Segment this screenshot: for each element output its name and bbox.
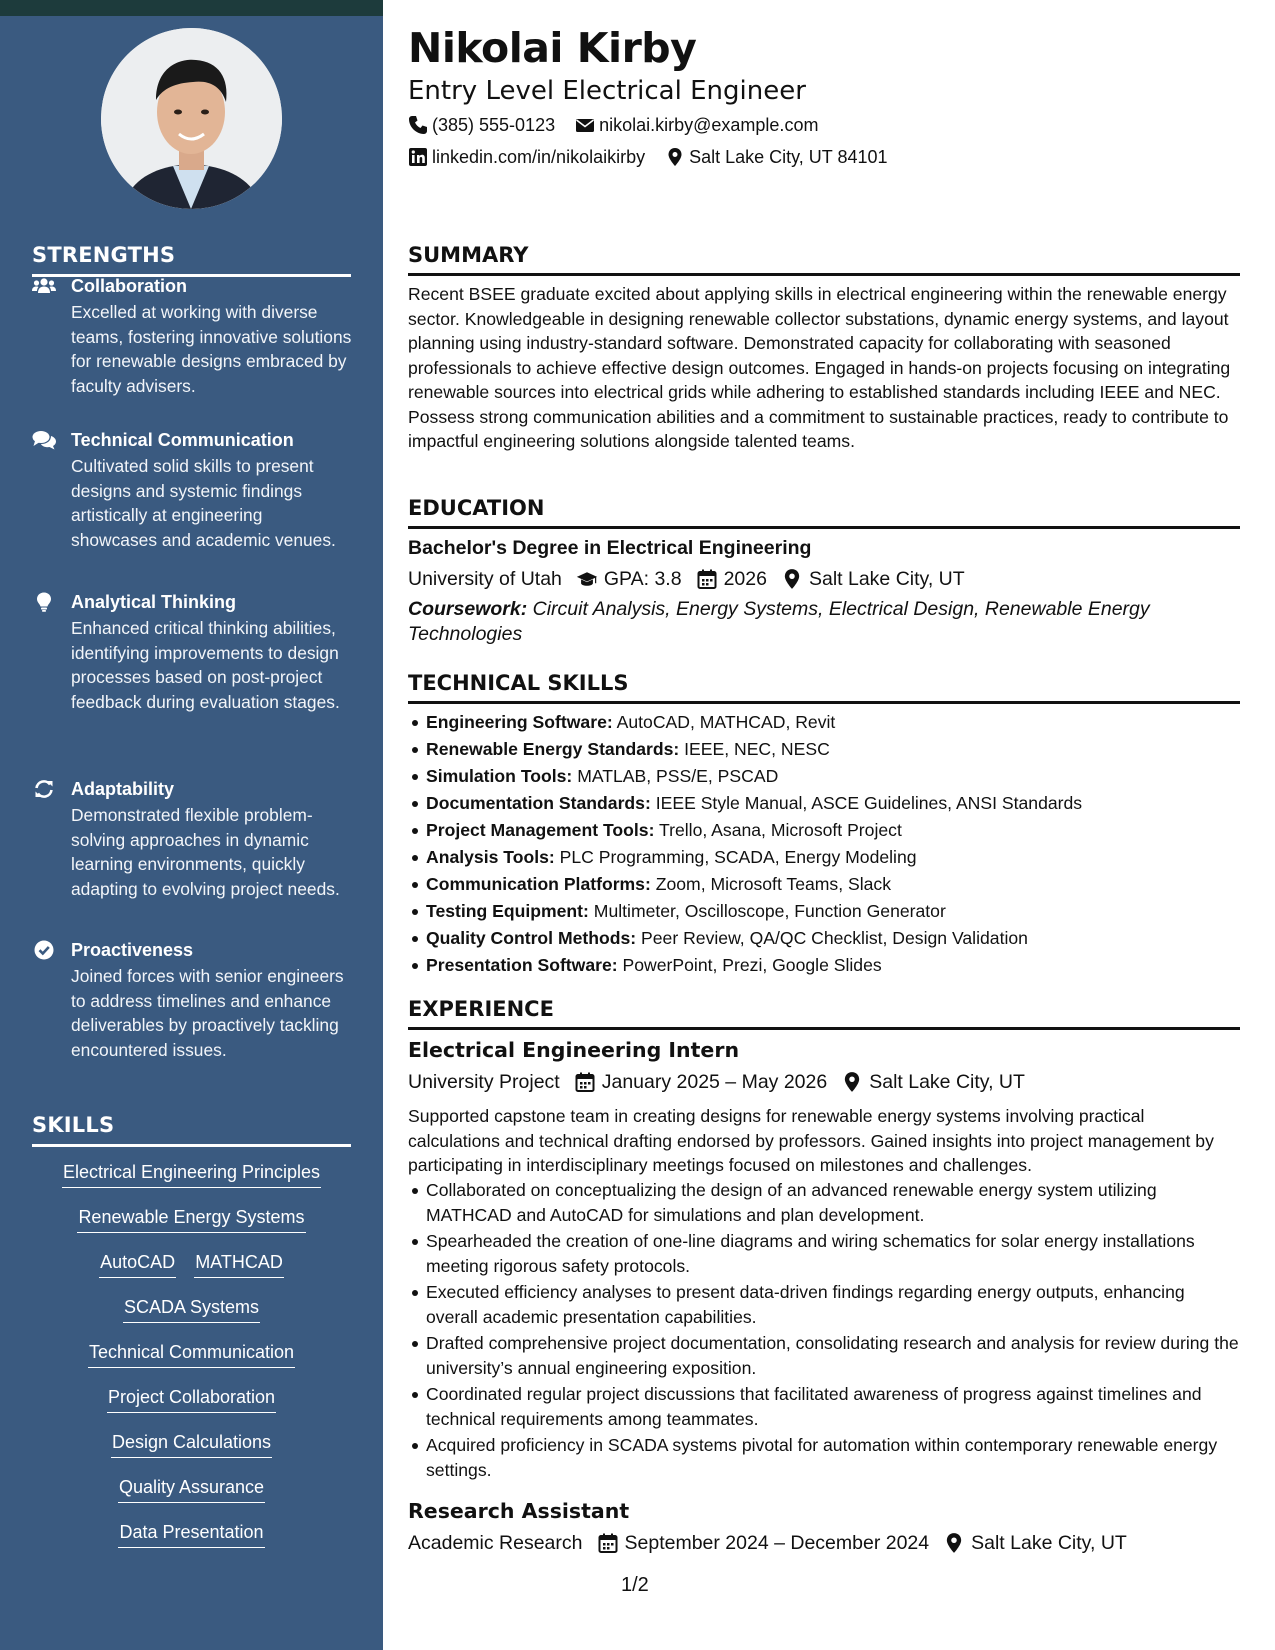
skill-tag: Design Calculations: [0, 1430, 383, 1458]
education-gpa: GPA: 3.8: [603, 568, 682, 590]
list-item: Analysis Tools: PLC Programming, SCADA, Energy Modeling: [408, 844, 1240, 871]
calendar-icon: [696, 568, 718, 590]
page-number: 1/2: [621, 1574, 649, 1596]
list-item: Executed efficiency analyses to present data-driven findings regarding energy outputs, enhancing overall academic presentation capabilities.: [408, 1280, 1240, 1329]
strength-title: Technical Communication: [71, 430, 294, 450]
strength-text: Enhanced critical thinking abilities, identifying improvements to design processes based on post-project feedback during evaluation stages.: [71, 618, 340, 712]
skill-tag: Project Collaboration: [0, 1385, 383, 1413]
skill-tag-row: [0, 1250, 383, 1278]
education-heading: EDUCATION: [408, 495, 1240, 529]
email-link[interactable]: nikolai.kirby@example.com: [599, 115, 819, 135]
education-degree: Bachelor's Degree in Electrical Engineering: [408, 537, 812, 559]
main-content: [408, 0, 1240, 1650]
job-meta: [408, 1069, 1025, 1095]
skill-tag: Data Presentation: [0, 1520, 383, 1548]
job-meta: [408, 1530, 1127, 1556]
skill-tag: Quality Assurance: [0, 1475, 383, 1503]
strength-text: Excelled at working with diverse teams, fostering innovative solutions for renewable designs embraced by faculty advisers.: [71, 302, 352, 396]
education-location: Salt Lake City, UT: [808, 568, 965, 590]
list-item: Simulation Tools: MATLAB, PSS/E, PSCAD: [408, 763, 1240, 790]
job-dates: September 2024 – December 2024: [624, 1532, 930, 1554]
list-item: Drafted comprehensive project documentation, consolidating research and analysis for review during the university’s annual engineering exposition.: [408, 1331, 1240, 1380]
summary-text: Recent BSEE graduate excited about applying skills in electrical engineering within the renewable energy sector. Knowledgeable in designing renewable collector substations, dynamic energy systems, and layout planning using industry-standard software. Demonstrated capacity for collaborating with seasoned professionals to achieve effective design outcomes. Engaged in hands-on projects focusing on integrating renewable sources into electrical grids while adhering to established standards including IEEE and NEC. Possess strong communication abilities and a commitment to sustainable practices, ready to contribute to impactful engineering solutions alongside talented teams.: [408, 284, 1231, 451]
strength-text: Cultivated solid skills to present designs and systemic findings artistically at engineering showcases and academic venues.: [71, 456, 336, 550]
map-marker-icon: [841, 1071, 863, 1093]
list-item: Testing Equipment: Multimeter, Oscilloscope, Function Generator: [408, 898, 1240, 925]
graduation-cap-icon: [576, 568, 598, 590]
education-school: University of Utah: [408, 568, 562, 590]
list-item: Documentation Standards: IEEE Style Manual, ASCE Guidelines, ANSI Standards: [408, 790, 1240, 817]
lightbulb-icon: [32, 592, 56, 612]
candidate-title: Entry Level Electrical Engineer: [408, 76, 806, 106]
map-marker-icon: [943, 1532, 965, 1554]
job-title: Electrical Engineering Intern: [408, 1038, 740, 1062]
job-title: Research Assistant: [408, 1499, 630, 1523]
linkedin-icon: [408, 147, 428, 167]
job-summary: Supported capstone team in creating designs for renewable energy systems involving practical calculations and technical drafting endorsed by professors. Gained insights into project management by participating in interdisciplinary meetings focused on milestones and challenges.: [408, 1106, 1214, 1175]
contact-row: [408, 145, 888, 169]
skills-heading: SKILLS: [32, 1112, 351, 1147]
skill-tag: MATHCAD: [194, 1250, 284, 1278]
comments-icon: [32, 430, 56, 450]
sync-icon: [32, 779, 56, 799]
calendar-icon: [574, 1071, 596, 1093]
job-location: Salt Lake City, UT: [869, 1071, 1025, 1093]
skill-tag: SCADA Systems: [0, 1295, 383, 1323]
skill-tag: Technical Communication: [0, 1340, 383, 1368]
education-meta: [408, 566, 965, 592]
summary-heading: SUMMARY: [408, 242, 1240, 276]
list-item: Presentation Software: PowerPoint, Prezi, Google Slides: [408, 952, 1240, 979]
location-text: Salt Lake City, UT 84101: [689, 147, 888, 167]
skill-tag: AutoCAD: [99, 1250, 176, 1278]
map-marker-icon: [665, 147, 685, 167]
list-item: Acquired proficiency in SCADA systems pivotal for automation within contemporary renewable energy settings.: [408, 1433, 1240, 1482]
job-org: Academic Research: [408, 1532, 583, 1554]
job-dates: January 2025 – May 2026: [601, 1071, 828, 1093]
users-icon: [32, 276, 56, 296]
coursework-list: Circuit Analysis, Energy Systems, Electrical Design, Renewable Energy Technologies: [408, 598, 1150, 645]
check-circle-icon: [32, 940, 56, 960]
strengths-heading: STRENGTHS: [32, 242, 351, 277]
strength-text: Demonstrated flexible problem-solving approaches in dynamic learning environments, quickly adapting to evolving project needs.: [71, 805, 340, 899]
calendar-icon: [597, 1532, 619, 1554]
list-item: Communication Platforms: Zoom, Microsoft Teams, Slack: [408, 871, 1240, 898]
job-location: Salt Lake City, UT: [971, 1532, 1127, 1554]
list-item: Renewable Energy Standards: IEEE, NEC, NESC: [408, 736, 1240, 763]
list-item: Quality Control Methods: Peer Review, QA/QC Checklist, Design Validation: [408, 925, 1240, 952]
candidate-name: Nikolai Kirby: [408, 24, 697, 72]
technical-skills-list: [408, 709, 1240, 979]
education-coursework: [408, 597, 1240, 646]
profile-photo: [101, 28, 282, 209]
list-item: Coordinated regular project discussions that facilitated awareness of progress against timelines and technical requirements among teammates.: [408, 1382, 1240, 1431]
strength-title: Analytical Thinking: [71, 592, 237, 612]
skill-tag: Electrical Engineering Principles: [0, 1160, 383, 1188]
education-year: 2026: [723, 568, 767, 590]
map-marker-icon: [781, 568, 803, 590]
list-item: Project Management Tools: Trello, Asana, Microsoft Project: [408, 817, 1240, 844]
strength-title: Adaptability: [71, 779, 175, 799]
experience-heading: EXPERIENCE: [408, 996, 1240, 1030]
coursework-label: Coursework:: [408, 598, 528, 620]
job-org: University Project: [408, 1071, 560, 1093]
sidebar: [0, 0, 383, 1650]
strength-title: Collaboration: [71, 276, 187, 296]
skill-tag: Renewable Energy Systems: [0, 1205, 383, 1233]
phone-number: (385) 555-0123: [432, 115, 556, 135]
technical-skills-heading: TECHNICAL SKILLS: [408, 670, 1240, 704]
list-item: Collaborated on conceptualizing the design of an advanced renewable energy system utilizing MATHCAD and AutoCAD for simulations and plan development.: [408, 1178, 1240, 1227]
list-item: Spearheaded the creation of one-line diagrams and wiring schematics for solar energy installations meeting rigorous safety protocols.: [408, 1229, 1240, 1278]
phone-icon: [408, 115, 428, 135]
job-bullets: [408, 1178, 1240, 1484]
linkedin-link[interactable]: linkedin.com/in/nikolaikirby: [432, 147, 646, 167]
strength-text: Joined forces with senior engineers to address timelines and enhance deliverables by proactively tackling encountered issues.: [71, 966, 344, 1060]
sidebar-top-bar: [0, 0, 383, 16]
list-item: Engineering Software: AutoCAD, MATHCAD, Revit: [408, 709, 1240, 736]
contact-row: [408, 113, 818, 137]
strength-title: Proactiveness: [71, 940, 194, 960]
envelope-icon: [575, 115, 595, 135]
